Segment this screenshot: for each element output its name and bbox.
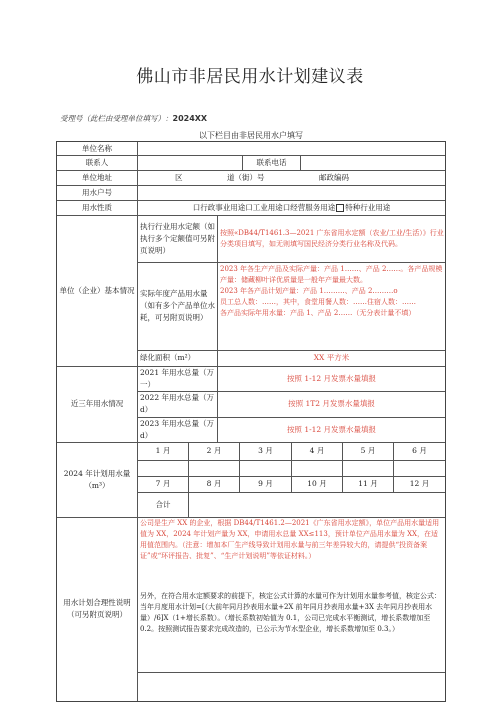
nature-options-text: 口行政事业用途口工业用途口经营服务用途 (192, 202, 336, 212)
month-cell: 9 月 (258, 479, 273, 488)
acceptance-label: 受理号（此栏由受理单位填写）： (60, 114, 173, 123)
postcode-label: 邮政编码 (319, 172, 349, 182)
quota-note: 按照«DB44/T1461.3—2021 广东省用水定额（农业/工业/生活）》行业分类项目填写，如无则填写国民经济分类行业名称及代码。 (220, 229, 444, 248)
month-cell: 7 月 (155, 479, 171, 488)
acceptance-number: 2024XX (172, 114, 208, 123)
rationale-label: 用水计划合理性说明（可另附页说明） (63, 598, 131, 619)
contact-field[interactable] (138, 155, 242, 170)
product-usage-label: 实际年度产品用水量（如有多个产品单位水耗，可另附页说明） (140, 289, 215, 322)
unit-name-label: 单位名称 (82, 143, 112, 153)
checkbox-icon[interactable] (336, 204, 344, 212)
total-label: 合计 (155, 499, 171, 509)
nature-options[interactable] (138, 200, 445, 215)
staff-note: 员工总人数：……，其中，食堂用餐人数：……住宿人数：…… (220, 298, 416, 306)
month-cell: 2 月 (206, 446, 222, 455)
quota-label: 执行行业用水定额（如执行多个定额值可另附页说明） (140, 221, 215, 255)
usage-2023-label: 2023 年用水总量（万d） (140, 418, 214, 440)
nature-label: 用水性质 (82, 202, 112, 212)
rationale-red-note: 公司是生产 XX 的企业，根据 DB44/T1461.2—2021《广东省用水定额》，单位产品用水量适用值为 XX，2024 年计划产量为 XX，申请用水总量 XX≤113，预计单位产品用水量为 XX，在适用值范围内。（注意：增加本厂生产线导致计划用水量与前三年差异较大的，请提供“投资备案证”或“环评报告、批复”、“生产计划说明”等依证材料。） (140, 519, 440, 560)
rationale-formula-note: 另外，在符合用水定额要求的前提下，核定公式计算的水量可作为计划用水量参考值，核定公式：当年月度用水计划=[（大前年同月抄表用水量+2X 前年同月抄表用水量+3X 去年同月抄表用水量）/6]X（1+增长系数）。（增长系数初始值为 0.1，公司已完成水平衡测试，增长系数增加至 0.2。按照测试报告要求完成改造的，已公示为节水型企业，增长系数增加至 0.3。） (140, 592, 441, 633)
month-cell: 8 月 (206, 479, 222, 488)
nature-last-option: 特种行业用途 (345, 202, 391, 212)
total-field[interactable] (189, 492, 445, 517)
product-note-actual: 2023 年各生产产品及实际产量：产品 1……、产品 2……。各产品规模产量：储藏柳叶详优质量是一般年产量最大数。 (220, 265, 443, 284)
col-line (137, 142, 138, 701)
product-usage-notes (220, 263, 444, 350)
usage-2021-label: 2021 年用水总量（万一） (140, 367, 214, 389)
form-subtitle: 以下栏目由非居民用水户填写 (199, 131, 303, 140)
row-line (137, 672, 445, 673)
col-line (217, 215, 218, 366)
usage-2021-note: 按照 1-12 月发票水量填报 (286, 373, 377, 383)
account-label: 用水户号 (82, 187, 112, 197)
product-water-note: 各产品实际年用水量：产品 1、产品 2……（无分表计量不填） (220, 309, 416, 317)
street-label: 道（街）号 (227, 172, 265, 182)
month-cell: 6 月 (412, 446, 427, 455)
usage-2022-note: 按照 1T2 月发票水量填报 (288, 399, 375, 408)
month-cell: 11 月 (358, 479, 378, 488)
address-label: 单位地址 (82, 172, 112, 182)
phone-label: 联系电话 (256, 157, 287, 167)
application-table (56, 141, 446, 702)
account-field[interactable] (138, 185, 445, 200)
plan-2024-label: 2024 年计划用水量（m³） (63, 468, 131, 490)
phone-field[interactable] (301, 155, 445, 170)
usage-2023-note: 按照 1-12 月发票水量填报 (286, 424, 377, 434)
usage-2022-label: 2022 年用水总量（万d） (140, 393, 214, 414)
form-title: 佛山市非居民用水计划建议表 (136, 67, 364, 87)
month-cell: 12 月 (409, 479, 430, 488)
green-area-value: XX 平方米 (313, 353, 350, 362)
month-cell: 3 月 (258, 446, 273, 455)
product-note-plan: 2023 年各产品计划产量：产品 1………、产品 2………o (220, 287, 398, 295)
month-cell: 4 月 (309, 446, 325, 455)
contact-label: 联系人 (85, 157, 109, 167)
recent-usage-label: 近三年用水情况 (70, 399, 124, 408)
unit-name-field[interactable] (138, 142, 445, 155)
green-area-label: 绿化面积（m²） (140, 353, 196, 362)
month-cell: 5 月 (360, 446, 376, 455)
month-cell: 1 月 (155, 446, 171, 455)
district-label: 区 (175, 172, 183, 182)
month-cell: 10 月 (307, 479, 327, 488)
acceptance-line (60, 113, 207, 124)
basic-info-label: 单位（企业）基本情况 (59, 285, 135, 295)
